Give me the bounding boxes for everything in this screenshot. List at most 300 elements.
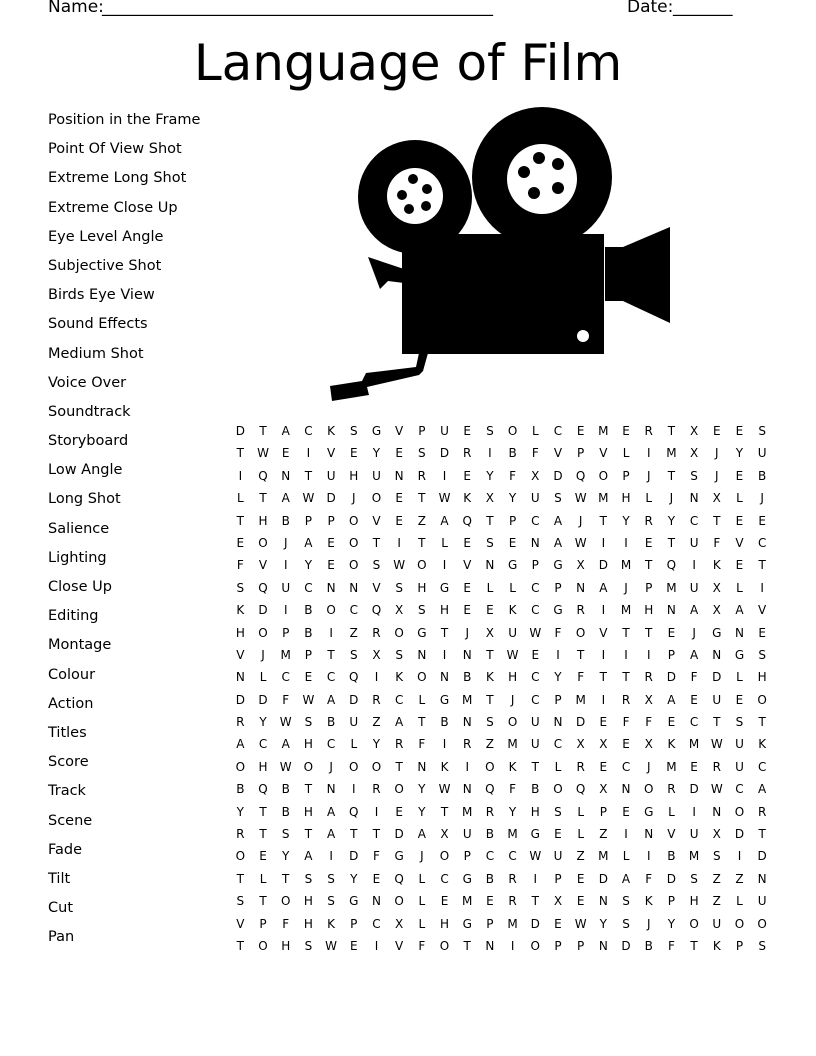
grid-cell: P (599, 804, 607, 819)
grid-cell: C (531, 670, 540, 685)
grid-cell: Q (394, 871, 404, 886)
grid-cell: G (712, 625, 722, 640)
grid-cell: C (326, 670, 336, 685)
grid-cell: I (374, 804, 379, 819)
grid-cell: J (646, 468, 651, 483)
grid-cell: F (645, 871, 653, 886)
grid-cell: Z (712, 894, 721, 909)
grid-cell: Q (575, 468, 586, 483)
grid-cell: L (259, 871, 267, 886)
grid-cell: C (757, 535, 767, 550)
grid-cell: G (439, 692, 450, 707)
grid-cell: U (372, 468, 381, 483)
grid-cell: C (281, 670, 290, 685)
name-line: ______________________________________________ (102, 0, 493, 17)
grid-cell: H (689, 894, 699, 909)
grid-cell: T (418, 715, 426, 730)
grid-cell: I (442, 737, 447, 752)
grid-cell: F (645, 715, 653, 730)
grid-cell: T (486, 647, 494, 662)
grid-cell: N (326, 580, 336, 595)
grid-cell: T (236, 513, 245, 528)
grid-cell: K (463, 491, 472, 506)
grid-cell: Y (508, 491, 517, 506)
grid-cell: T (304, 782, 313, 797)
grid-cell: R (463, 737, 472, 752)
grid-cell: Q (485, 782, 495, 797)
word-list-item: Score (48, 754, 89, 771)
grid-cell: O (280, 894, 291, 909)
grid-cell: Y (304, 558, 313, 573)
grid-cell: P (667, 894, 676, 909)
grid-cell: S (712, 849, 721, 864)
grid-cell: U (757, 894, 767, 909)
grid-cell: P (735, 938, 744, 953)
grid-cell: E (463, 580, 472, 595)
grid-cell: Z (417, 513, 426, 528)
grid-cell: B (463, 670, 472, 685)
grid-cell: A (281, 424, 290, 438)
grid-cell: J (760, 491, 764, 506)
grid-cell: Y (236, 804, 245, 819)
grid-cell: P (418, 424, 426, 438)
grid-cell: N (394, 468, 404, 483)
grid-cell: D (235, 424, 245, 438)
grid-cell: T (440, 804, 449, 819)
word-list-item: Sound Effects (48, 316, 148, 333)
grid-cell: D (349, 692, 359, 707)
grid-cell: S (304, 871, 313, 886)
grid-cell: R (576, 759, 585, 774)
grid-cell: A (689, 603, 699, 618)
word-list-item: Action (48, 695, 94, 712)
grid-cell: K (712, 558, 721, 573)
grid-cell: X (531, 468, 540, 483)
grid-cell: S (304, 938, 313, 953)
grid-cell: E (644, 535, 653, 550)
grid-cell: L (645, 491, 653, 506)
grid-cell: T (645, 558, 653, 573)
grid-cell: K (667, 737, 676, 752)
grid-cell: H (757, 670, 767, 685)
grid-cell: G (530, 827, 540, 842)
grid-cell: O (530, 938, 540, 953)
grid-cell: B (281, 513, 290, 528)
grid-cell: U (735, 759, 744, 774)
grid-cell: V (553, 446, 563, 461)
grid-cell: K (758, 737, 767, 752)
grid-cell: J (352, 491, 356, 506)
grid-cell: E (372, 871, 381, 886)
grid-cell: H (303, 804, 313, 819)
grid-cell: P (554, 871, 562, 886)
grid-row (229, 465, 774, 487)
grid-cell: I (601, 647, 606, 662)
grid-cell: D (349, 849, 359, 864)
grid-cell: X (712, 580, 721, 595)
grid-cell: H (303, 737, 313, 752)
grid-cell: O (394, 625, 404, 640)
grid-cell: F (713, 535, 721, 550)
grid-cell: O (303, 759, 314, 774)
grid-cell: K (644, 894, 653, 909)
grid-cell: D (394, 827, 404, 842)
grid-cell: E (554, 916, 562, 931)
grid-cell: Q (666, 558, 677, 573)
grid-cell: E (304, 670, 313, 685)
grid-cell: Y (259, 715, 267, 730)
grid-cell: R (576, 603, 585, 618)
grid-cell: B (304, 625, 313, 640)
grid-row (229, 801, 774, 823)
grid-cell: T (486, 692, 494, 707)
grid-cell: Y (418, 804, 426, 819)
grid-cell: A (236, 737, 245, 752)
grid-cell: O (235, 849, 246, 864)
grid-cell: R (712, 759, 721, 774)
grid-cell: T (304, 827, 313, 842)
grid-cell: I (624, 535, 628, 550)
grid-cell: S (486, 535, 494, 550)
grid-cell: E (712, 424, 721, 438)
grid-cell: C (621, 759, 631, 774)
grid-cell: O (326, 603, 336, 618)
grid-row (229, 913, 774, 935)
grid-cell: K (485, 670, 494, 685)
grid-cell: N (349, 580, 359, 595)
grid-cell: Q (462, 513, 472, 528)
grid-cell: P (554, 692, 562, 707)
grid-cell: Y (372, 446, 381, 461)
grid-cell: A (689, 647, 699, 662)
grid-cell: A (621, 871, 631, 886)
grid-cell: K (395, 670, 404, 685)
grid-cell: V (599, 625, 608, 640)
word-list-item: Track (48, 783, 86, 800)
grid-cell: E (395, 446, 403, 461)
grid-cell: V (236, 647, 245, 662)
grid-cell: D (258, 692, 268, 707)
grid-cell: O (258, 535, 268, 550)
grid-row (229, 890, 774, 912)
grid-cell: S (690, 871, 698, 886)
grid-cell: P (282, 625, 290, 640)
grid-cell: V (758, 603, 767, 618)
grid-row (229, 644, 774, 666)
grid-row (229, 442, 774, 464)
grid-cell: K (327, 916, 336, 931)
grid-cell: I (646, 647, 651, 662)
grid-cell: E (463, 468, 472, 483)
grid-cell: U (757, 446, 767, 461)
grid-cell: N (235, 670, 245, 685)
header (48, 0, 748, 21)
grid-cell: T (236, 871, 245, 886)
grid-cell: E (463, 535, 472, 550)
grid-cell: T (418, 491, 426, 506)
grid-cell: N (326, 782, 336, 797)
grid-cell: O (371, 759, 382, 774)
grid-cell: J (646, 916, 651, 931)
grid-cell: U (326, 468, 336, 483)
word-list-item: Subjective Shot (48, 257, 162, 274)
grid-cell: O (598, 468, 609, 483)
grid-cell: J (646, 759, 651, 774)
grid-cell: O (553, 782, 563, 797)
word-search-grid (229, 420, 774, 957)
grid-cell: S (327, 871, 335, 886)
grid-row (229, 577, 774, 599)
grid-cell: P (259, 916, 267, 931)
grid-cell: R (644, 424, 653, 438)
grid-cell: U (735, 737, 744, 752)
grid-cell: E (508, 535, 517, 550)
grid-cell: U (462, 827, 472, 842)
grid-cell: N (553, 715, 563, 730)
grid-cell: B (326, 715, 336, 730)
grid-cell: W (506, 647, 519, 662)
grid-cell: B (485, 871, 495, 886)
grid-row (229, 733, 774, 755)
grid-cell: E (758, 625, 766, 640)
grid-cell: P (554, 938, 562, 953)
grid-cell: T (713, 513, 721, 528)
word-list-item: Eye Level Angle (48, 228, 164, 245)
grid-cell: H (258, 513, 268, 528)
grid-cell: Z (372, 715, 381, 730)
grid-cell: Q (258, 782, 268, 797)
page-title: Language of Film (193, 34, 623, 92)
grid-cell: H (303, 916, 313, 931)
grid-cell: H (258, 759, 268, 774)
grid-cell: D (666, 670, 677, 685)
grid-cell: O (235, 759, 246, 774)
word-list-item: Colour (48, 666, 96, 683)
grid-cell: M (507, 916, 518, 931)
grid-cell: S (758, 647, 766, 662)
grid-cell: A (281, 737, 290, 752)
grid-cell: Y (622, 513, 630, 528)
grid-cell: I (329, 625, 333, 640)
grid-cell: F (690, 670, 698, 685)
grid-cell: X (553, 894, 563, 909)
grid-cell: T (758, 558, 766, 573)
grid-cell: G (734, 647, 745, 662)
grid-cell: I (442, 558, 447, 573)
grid-cell: T (259, 491, 267, 506)
grid-cell: C (485, 849, 495, 864)
grid-cell: C (508, 849, 517, 864)
grid-cell: G (553, 603, 563, 618)
grid-cell: V (667, 827, 676, 842)
grid-cell: X (599, 737, 608, 752)
grid-cell: N (598, 938, 608, 953)
grid-cell: Y (667, 916, 676, 931)
grid-cell: S (418, 446, 426, 461)
grid-cell: B (644, 938, 653, 953)
grid-cell: I (533, 871, 538, 886)
grid-cell: O (734, 804, 745, 819)
grid-cell: A (417, 827, 426, 842)
grid-cell: N (462, 715, 472, 730)
grid-cell: Y (735, 446, 744, 461)
grid-cell: Y (372, 737, 381, 752)
grid-cell: W (393, 558, 406, 573)
grid-cell: A (758, 782, 767, 797)
grid-cell: Q (349, 670, 359, 685)
grid-cell: A (553, 535, 563, 550)
grid-cell: O (394, 782, 404, 797)
grid-cell: X (485, 491, 495, 506)
grid-row (229, 935, 774, 957)
grid-cell: S (349, 424, 358, 438)
word-list-item: Scene (48, 812, 93, 829)
word-list-item: Voice Over (48, 374, 127, 391)
grid-cell: K (440, 759, 449, 774)
grid-cell: I (352, 782, 356, 797)
grid-cell: R (236, 827, 245, 842)
grid-cell: E (327, 558, 335, 573)
grid-cell: N (417, 647, 427, 662)
grid-cell: T (667, 468, 676, 483)
grid-cell: I (601, 603, 606, 618)
grid-cell: P (304, 647, 313, 662)
grid-cell: J (465, 625, 469, 640)
grid-cell: H (530, 804, 540, 819)
grid-row (229, 599, 774, 621)
grid-cell: B (508, 446, 517, 461)
grid-cell: X (372, 647, 381, 662)
grid-cell: I (306, 446, 311, 461)
grid-cell: C (304, 424, 313, 438)
grid-cell: D (553, 468, 563, 483)
grid-cell: P (463, 849, 471, 864)
grid-cell: T (304, 468, 313, 483)
grid-cell: V (395, 424, 404, 438)
grid-cell: C (757, 759, 767, 774)
grid-cell: P (486, 916, 494, 931)
grid-cell: L (259, 670, 267, 685)
grid-cell: S (554, 804, 562, 819)
grid-cell: J (669, 491, 674, 506)
grid-cell: H (440, 916, 450, 931)
grid-cell: C (326, 737, 336, 752)
grid-cell: G (553, 558, 563, 573)
word-list-item: Point Of View Shot (48, 141, 182, 158)
grid-cell: C (735, 782, 744, 797)
word-list-item: Editing (48, 608, 99, 625)
grid-cell: X (689, 424, 699, 438)
grid-cell: N (440, 670, 450, 685)
grid-cell: F (622, 715, 630, 730)
grid-cell: T (350, 827, 358, 842)
grid-cell: T (282, 871, 290, 886)
grid-cell: O (643, 782, 654, 797)
grid-cell: G (644, 804, 654, 819)
grid-cell: B (236, 782, 245, 797)
grid-cell: C (531, 603, 540, 618)
grid-cell: H (508, 670, 518, 685)
grid-cell: S (281, 827, 290, 842)
grid-cell: T (622, 625, 630, 640)
grid-cell: F (282, 692, 290, 707)
grid-cell: R (621, 692, 631, 707)
grid-cell: D (712, 670, 722, 685)
name-label: Name: (48, 0, 104, 17)
word-list-item: Salience (48, 520, 110, 537)
grid-cell: S (395, 647, 403, 662)
grid-cell: T (236, 446, 245, 461)
grid-cell: P (554, 580, 562, 595)
grid-cell: D (235, 692, 245, 707)
grid-cell: M (666, 759, 677, 774)
grid-cell: L (418, 894, 426, 909)
grid-cell: R (463, 446, 472, 461)
grid-cell: X (644, 692, 653, 707)
grid-cell: I (510, 938, 515, 953)
grid-cell: A (667, 692, 676, 707)
grid-cell: R (644, 513, 653, 528)
grid-cell: Y (418, 782, 426, 797)
grid-cell: G (349, 894, 359, 909)
grid-cell: M (507, 737, 518, 752)
grid-cell: V (599, 446, 608, 461)
grid-cell: E (599, 759, 608, 774)
grid-cell: E (599, 715, 608, 730)
grid-cell: S (236, 580, 245, 595)
grid-cell: M (598, 424, 609, 438)
grid-cell: O (258, 625, 268, 640)
grid-cell: T (236, 938, 245, 953)
grid-cell: P (577, 938, 585, 953)
grid-cell: D (734, 827, 745, 842)
grid-cell: S (236, 894, 245, 909)
grid-row (229, 689, 774, 711)
grid-cell: E (735, 513, 744, 528)
grid-cell: F (509, 782, 517, 797)
grid-cell: I (624, 827, 628, 842)
grid-cell: H (417, 580, 427, 595)
grid-cell: Z (712, 871, 721, 886)
grid-cell: X (712, 827, 721, 842)
grid-cell: L (554, 759, 562, 774)
grid-cell: Q (371, 603, 382, 618)
grid-cell: F (418, 737, 426, 752)
grid-cell: I (692, 804, 696, 819)
grid-cell: R (372, 625, 381, 640)
grid-cell: P (667, 647, 676, 662)
grid-cell: Z (576, 849, 585, 864)
grid-cell: R (508, 894, 517, 909)
grid-cell: C (372, 916, 381, 931)
grid-cell: W (302, 692, 315, 707)
grid-cell: U (349, 715, 359, 730)
grid-cell: M (666, 446, 677, 461)
grid-cell: F (554, 625, 562, 640)
grid-cell: D (598, 558, 608, 573)
grid-cell: W (710, 737, 723, 752)
grid-cell: X (485, 625, 495, 640)
grid-cell: M (280, 647, 291, 662)
grid-cell: X (440, 827, 449, 842)
grid-cell: E (735, 468, 744, 483)
grid-cell: E (690, 692, 698, 707)
grid-cell: W (438, 491, 451, 506)
grid-cell: O (757, 692, 767, 707)
grid-cell: A (304, 849, 313, 864)
grid-cell: N (689, 491, 699, 506)
grid-cell: O (349, 535, 359, 550)
